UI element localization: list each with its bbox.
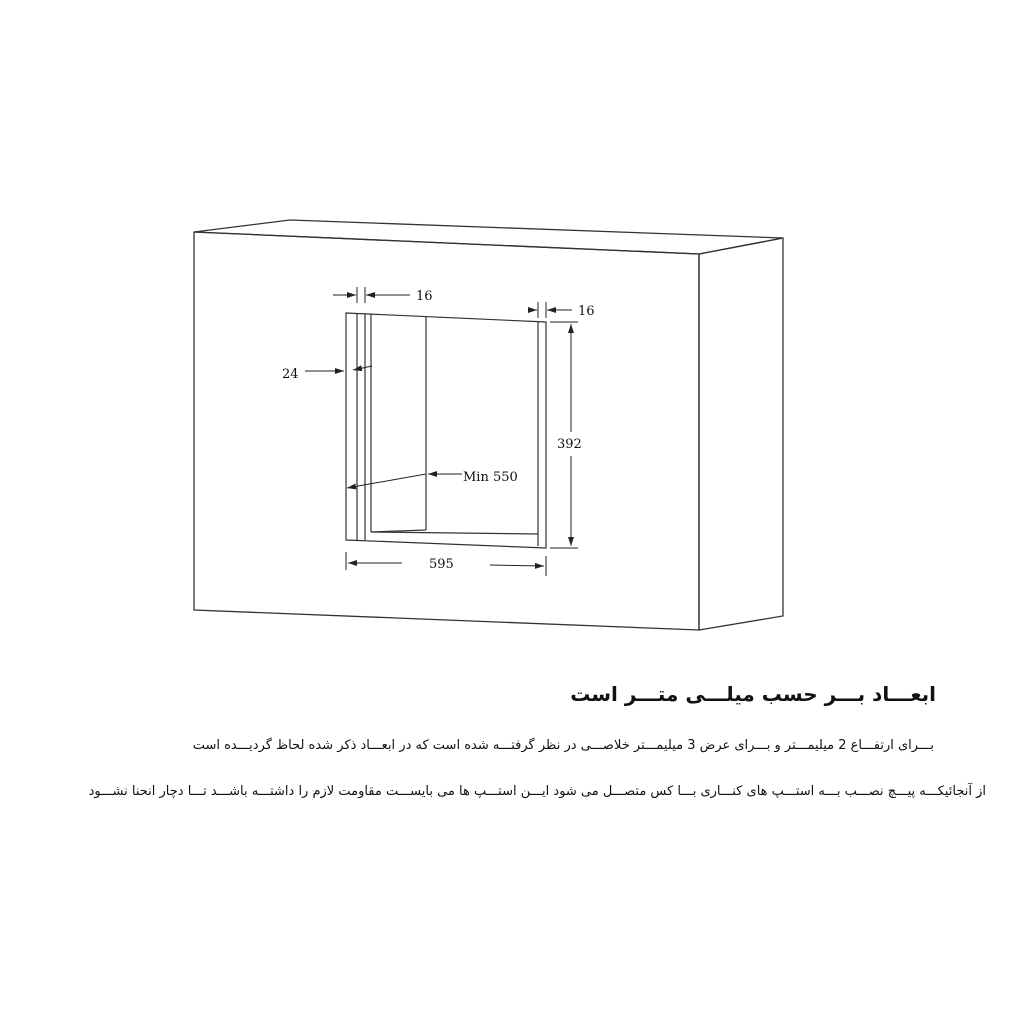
dim-top-right-gap: 16 <box>578 304 595 319</box>
caption-title: ابعـــاد بـــر حسب میلـــی متـــر است <box>570 682 936 706</box>
floor-slant <box>371 530 426 532</box>
dim-width: 595 <box>429 557 454 572</box>
cabinet-side-face <box>699 238 783 630</box>
caption-note-screws: از آنجائیکـــه پیـــچ نصـــب بـــه استـــپ های کنـــاری بـــا کس متصـــل می شود ایـــن استـــپ ها می بایســـت مقاومت لازم را داشتـــه باشـــد تـــا دچار انحنا نشـــود <box>88 784 986 799</box>
dim-top-left-gap: 16 <box>416 289 433 304</box>
opening-outline <box>346 313 546 548</box>
dim-min-depth: Min 550 <box>463 470 518 485</box>
dim-left-side: 24 <box>282 367 299 382</box>
oven-opening <box>346 313 546 548</box>
cabinet-top-face <box>194 220 783 254</box>
dimension-labels <box>282 289 595 572</box>
dim-height: 392 <box>557 437 582 452</box>
cabinet-box <box>194 220 783 630</box>
caption-note-clearance: بـــرای ارتفـــاع 2 میلیمـــتر و بـــرای عرض 3 میلیمـــتر خلاصـــی در نظر گرفتـــه شده است که در ابعـــاد ذکر شده لحاظ گردیـــده است <box>192 738 934 753</box>
floor-back-edge <box>371 532 538 534</box>
